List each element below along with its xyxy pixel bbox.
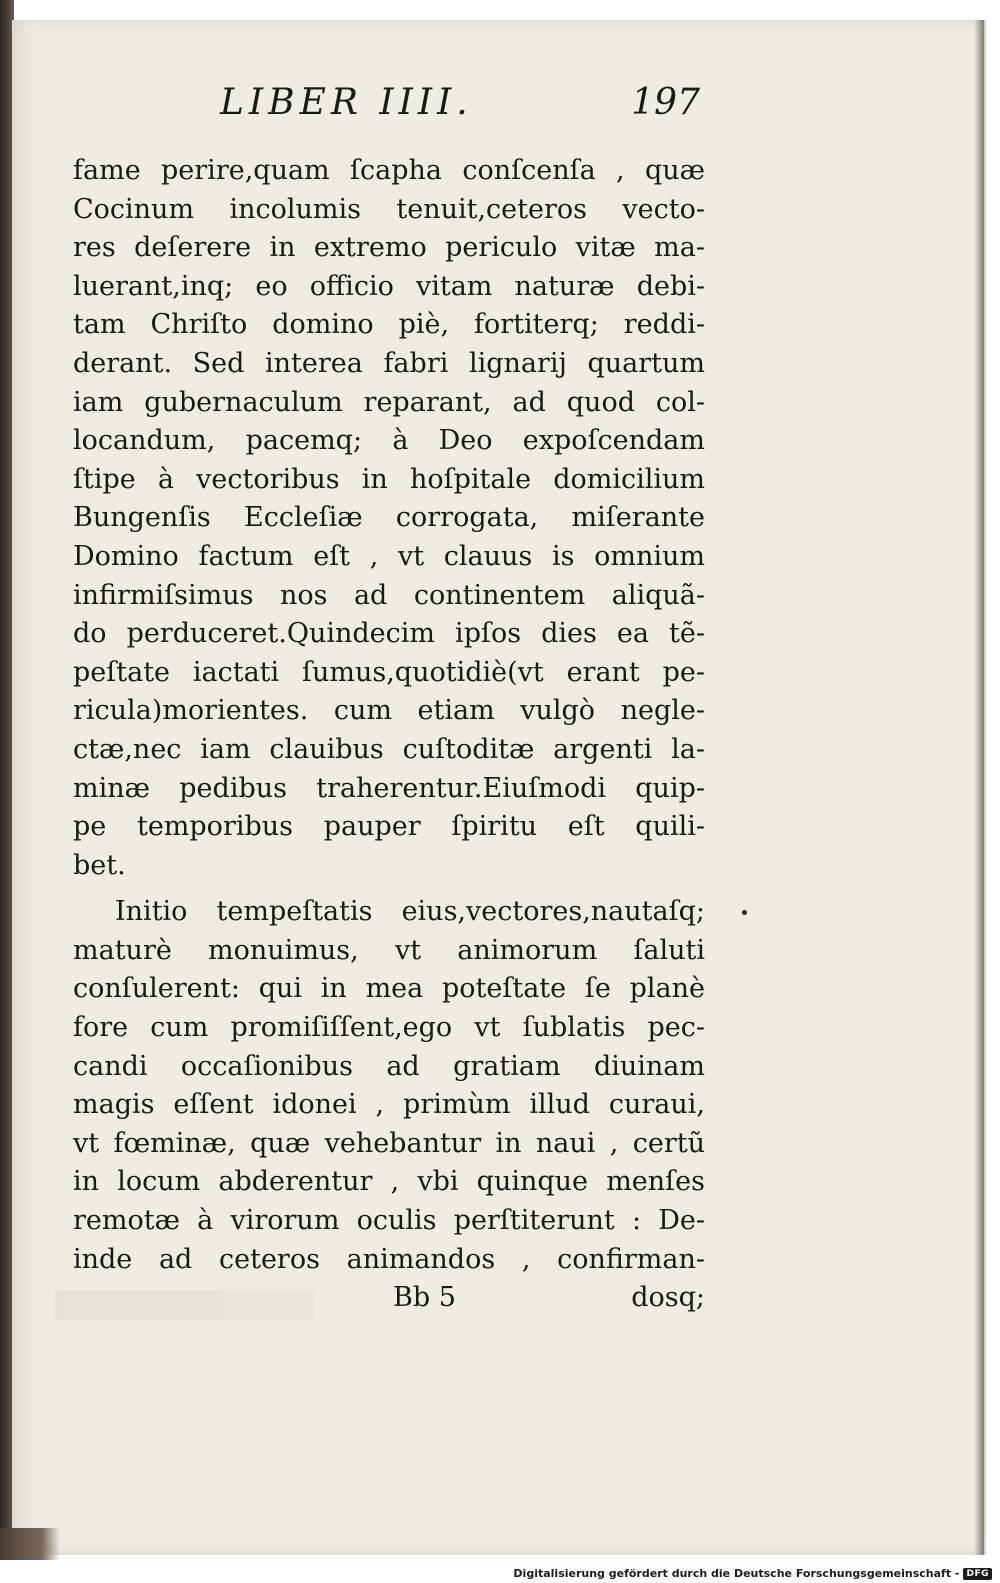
running-title: LIBER IIII.	[220, 82, 473, 123]
text-line: in locum abderentur , vbi quinque menſes	[73, 1166, 705, 1198]
page-number: 197	[631, 82, 700, 123]
digitization-credit	[513, 1567, 992, 1580]
text-line: peſtate iactati ſumus,quotidiè(vt erant pe-	[73, 656, 705, 688]
text-line: Cocinum incolumis tenuit,ceteros vecto-	[73, 193, 705, 225]
text-line: conſulerent: qui in mea poteſtate ſe planè	[73, 973, 705, 1005]
text-line: maturè monuimus, vt animorum ſaluti	[73, 934, 705, 966]
book-corner-shadow	[0, 1528, 60, 1560]
catchword: dosq;	[631, 1282, 705, 1313]
text-line: luerant,inq; eo officio vitam naturæ debi-	[73, 270, 705, 302]
text-line: ſtipe à vectoribus in hoſpitale domicilium	[73, 463, 705, 495]
paragraph-gap	[73, 885, 705, 893]
text-line: minæ pedibus traherentur.Eiuſmodi quip-	[73, 772, 705, 804]
paragraph-1	[73, 152, 705, 885]
text-line: Initio tempeſtatis eius,vectores,nautaſq;	[115, 896, 705, 928]
text-line: bet.	[73, 849, 126, 881]
text-line: fore cum promiſiſſent,ego vt ſublatis pec-	[73, 1012, 705, 1044]
text-line: tam Chriſto domino piè, fortiterq; reddi-	[73, 309, 705, 341]
page-right-shadow	[974, 20, 984, 1555]
body-text	[73, 152, 705, 1279]
text-line: locandum, pacemq; à Deo expoſcendam	[73, 425, 705, 457]
paragraph-2	[73, 893, 705, 1279]
text-line: ctæ,nec iam clauibus cuſtoditæ argenti la-	[73, 733, 705, 765]
text-line: remotæ à virorum oculis perſtiterunt : De-	[73, 1205, 705, 1237]
text-line: Bungenſis Eccleſiæ corrogata, miſerante	[73, 502, 705, 534]
text-line: inde ad ceteros animandos , confirman-	[73, 1243, 705, 1275]
text-line: Domino factum eſt , vt clauus is omnium	[73, 540, 705, 572]
text-line: infirmiſsimus nos ad continentem aliquã-	[73, 579, 705, 611]
running-head	[210, 82, 700, 132]
text-line: res deſerere in extremo periculo vitæ ma-	[73, 232, 705, 264]
dfg-logo: DFG	[963, 1568, 992, 1580]
text-line: ricula)morientes. cum etiam vulgò negle-	[73, 695, 705, 727]
signature-mark: Bb 5	[393, 1282, 456, 1313]
text-line: candi occaſionibus ad gratiam diuinam	[73, 1050, 705, 1082]
text-line: do perduceret.Quindecim ipſos dies ea tẽ-	[73, 618, 705, 650]
ink-speck	[742, 910, 747, 915]
text-line: fame perire,quam ſcapha conſcenſa , quæ	[73, 155, 705, 186]
text-line: pe temporibus pauper ſpiritu eſt quili-	[73, 811, 705, 843]
page-footer	[373, 1282, 705, 1322]
text-line: derant. Sed interea fabri lignarij quartum	[73, 347, 705, 379]
text-line: vt fœminæ, quæ vehebantur in naui , certũ	[73, 1127, 705, 1159]
show-through-bleed	[55, 1290, 315, 1320]
text-line: magis eſſent idonei , primùm illud curaui,	[73, 1089, 705, 1121]
credit-text: Digitalisierung gefördert durch die Deutsche Forschungsgemeinschaft -	[513, 1567, 960, 1580]
text-line: iam gubernaculum reparant, ad quod col-	[73, 386, 705, 418]
